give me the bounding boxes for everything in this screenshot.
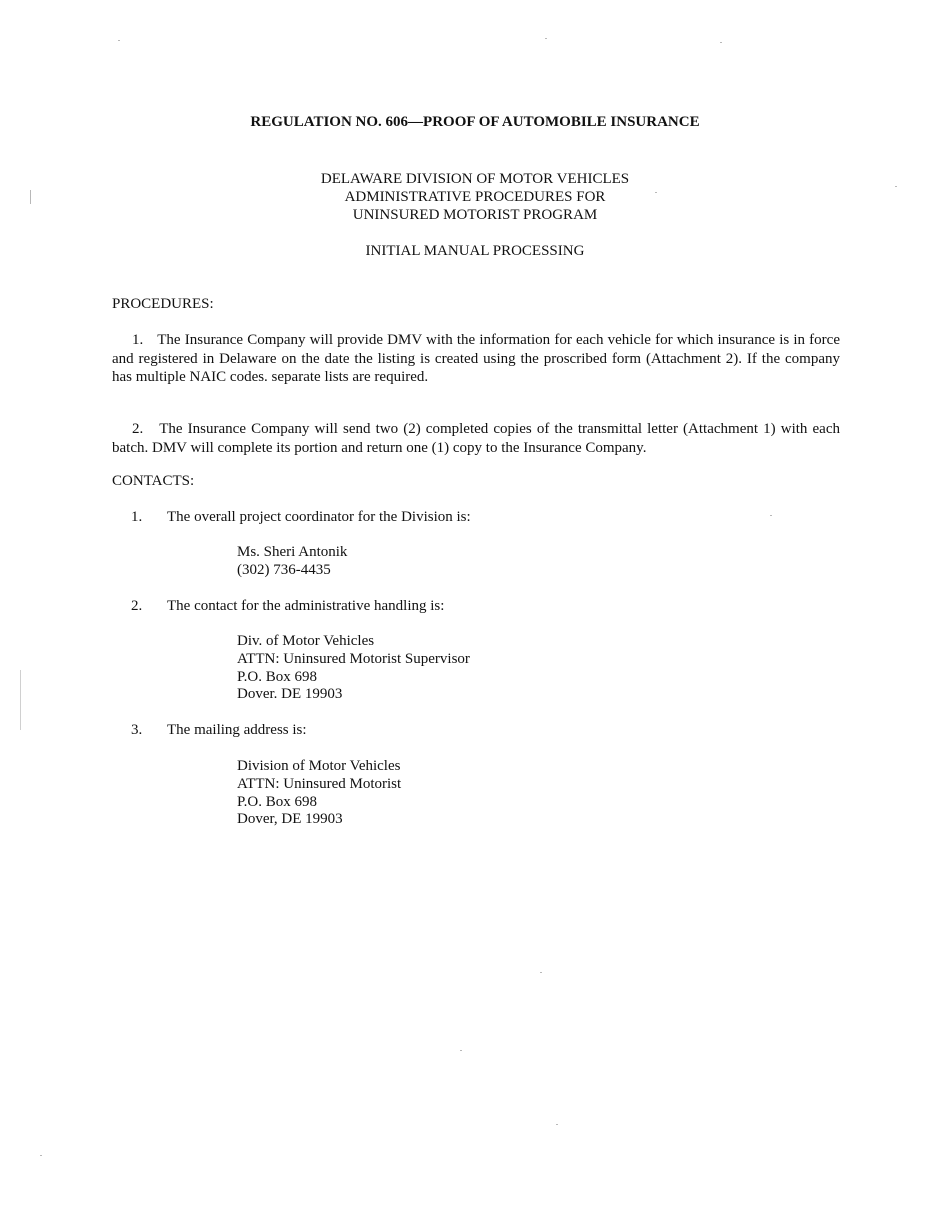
contact-description: The contact for the administrative handling is: bbox=[167, 598, 445, 614]
procedure-text: The Insurance Company will send two (2) completed copies of the transmittal letter (Attachment 1) with each batch. DMV will complete its portion and return one (1) copy to the Insurance Company. bbox=[112, 421, 840, 456]
section-title: INITIAL MANUAL PROCESSING bbox=[365, 243, 585, 259]
contact-address bbox=[237, 544, 347, 580]
contact-description: The overall project coordinator for the Division is: bbox=[167, 509, 471, 525]
contact-number: 3. bbox=[131, 722, 143, 738]
subtitle-line: ADMINISTRATIVE PROCEDURES FOR bbox=[344, 189, 606, 205]
address-line: ATTN: Uninsured Motorist bbox=[237, 775, 402, 792]
contact-address bbox=[237, 758, 401, 829]
procedure-item bbox=[112, 420, 840, 457]
procedure-text: The Insurance Company will provide DMV with the information for each vehicle for which insurance is in force and registered in Delaware on the date the listing is created using the proscribed form (Attachment 2). If the company has multiple NAIC codes. separate lists are required. bbox=[112, 332, 840, 385]
contact-description: The mailing address is: bbox=[167, 722, 307, 738]
contacts-heading: CONTACTS: bbox=[112, 473, 195, 489]
scan-speck bbox=[460, 1050, 462, 1051]
scan-speck bbox=[540, 972, 542, 973]
address-line: Dover. DE 19903 bbox=[237, 686, 343, 703]
procedure-number: 1. bbox=[132, 332, 144, 348]
address-line: (302) 736-4435 bbox=[237, 561, 331, 578]
address-line: P.O. Box 698 bbox=[237, 668, 318, 685]
contact-number: 1. bbox=[131, 509, 143, 525]
scan-speck bbox=[556, 1124, 558, 1125]
scan-speck bbox=[30, 190, 31, 204]
address-line: P.O. Box 698 bbox=[237, 793, 318, 810]
scan-speck bbox=[20, 670, 21, 730]
address-line: ATTN: Uninsured Motorist Supervisor bbox=[237, 650, 470, 667]
document-title: REGULATION NO. 606—PROOF OF AUTOMOBILE INSURANCE bbox=[250, 114, 700, 130]
procedure-item bbox=[112, 331, 840, 387]
subtitle-line: UNINSURED MOTORIST PROGRAM bbox=[352, 207, 598, 223]
subtitle-block bbox=[0, 170, 950, 224]
scan-speck bbox=[770, 515, 772, 516]
address-line: Division of Motor Vehicles bbox=[237, 758, 401, 774]
address-line: Div. of Motor Vehicles bbox=[237, 633, 375, 649]
contact-number: 2. bbox=[131, 598, 143, 614]
scan-speck bbox=[895, 186, 897, 187]
procedures-heading: PROCEDURES: bbox=[112, 296, 214, 312]
address-line: Dover, DE 19903 bbox=[237, 811, 343, 828]
procedure-number: 2. bbox=[132, 421, 144, 437]
scan-speck bbox=[40, 1155, 42, 1156]
scan-speck bbox=[720, 42, 722, 43]
scan-speck bbox=[545, 38, 547, 39]
scan-speck bbox=[655, 192, 657, 193]
scan-speck bbox=[118, 40, 120, 41]
subtitle-line: DELAWARE DIVISION OF MOTOR VEHICLES bbox=[320, 171, 630, 187]
contact-address bbox=[237, 633, 470, 704]
address-line: Ms. Sheri Antonik bbox=[237, 544, 348, 560]
